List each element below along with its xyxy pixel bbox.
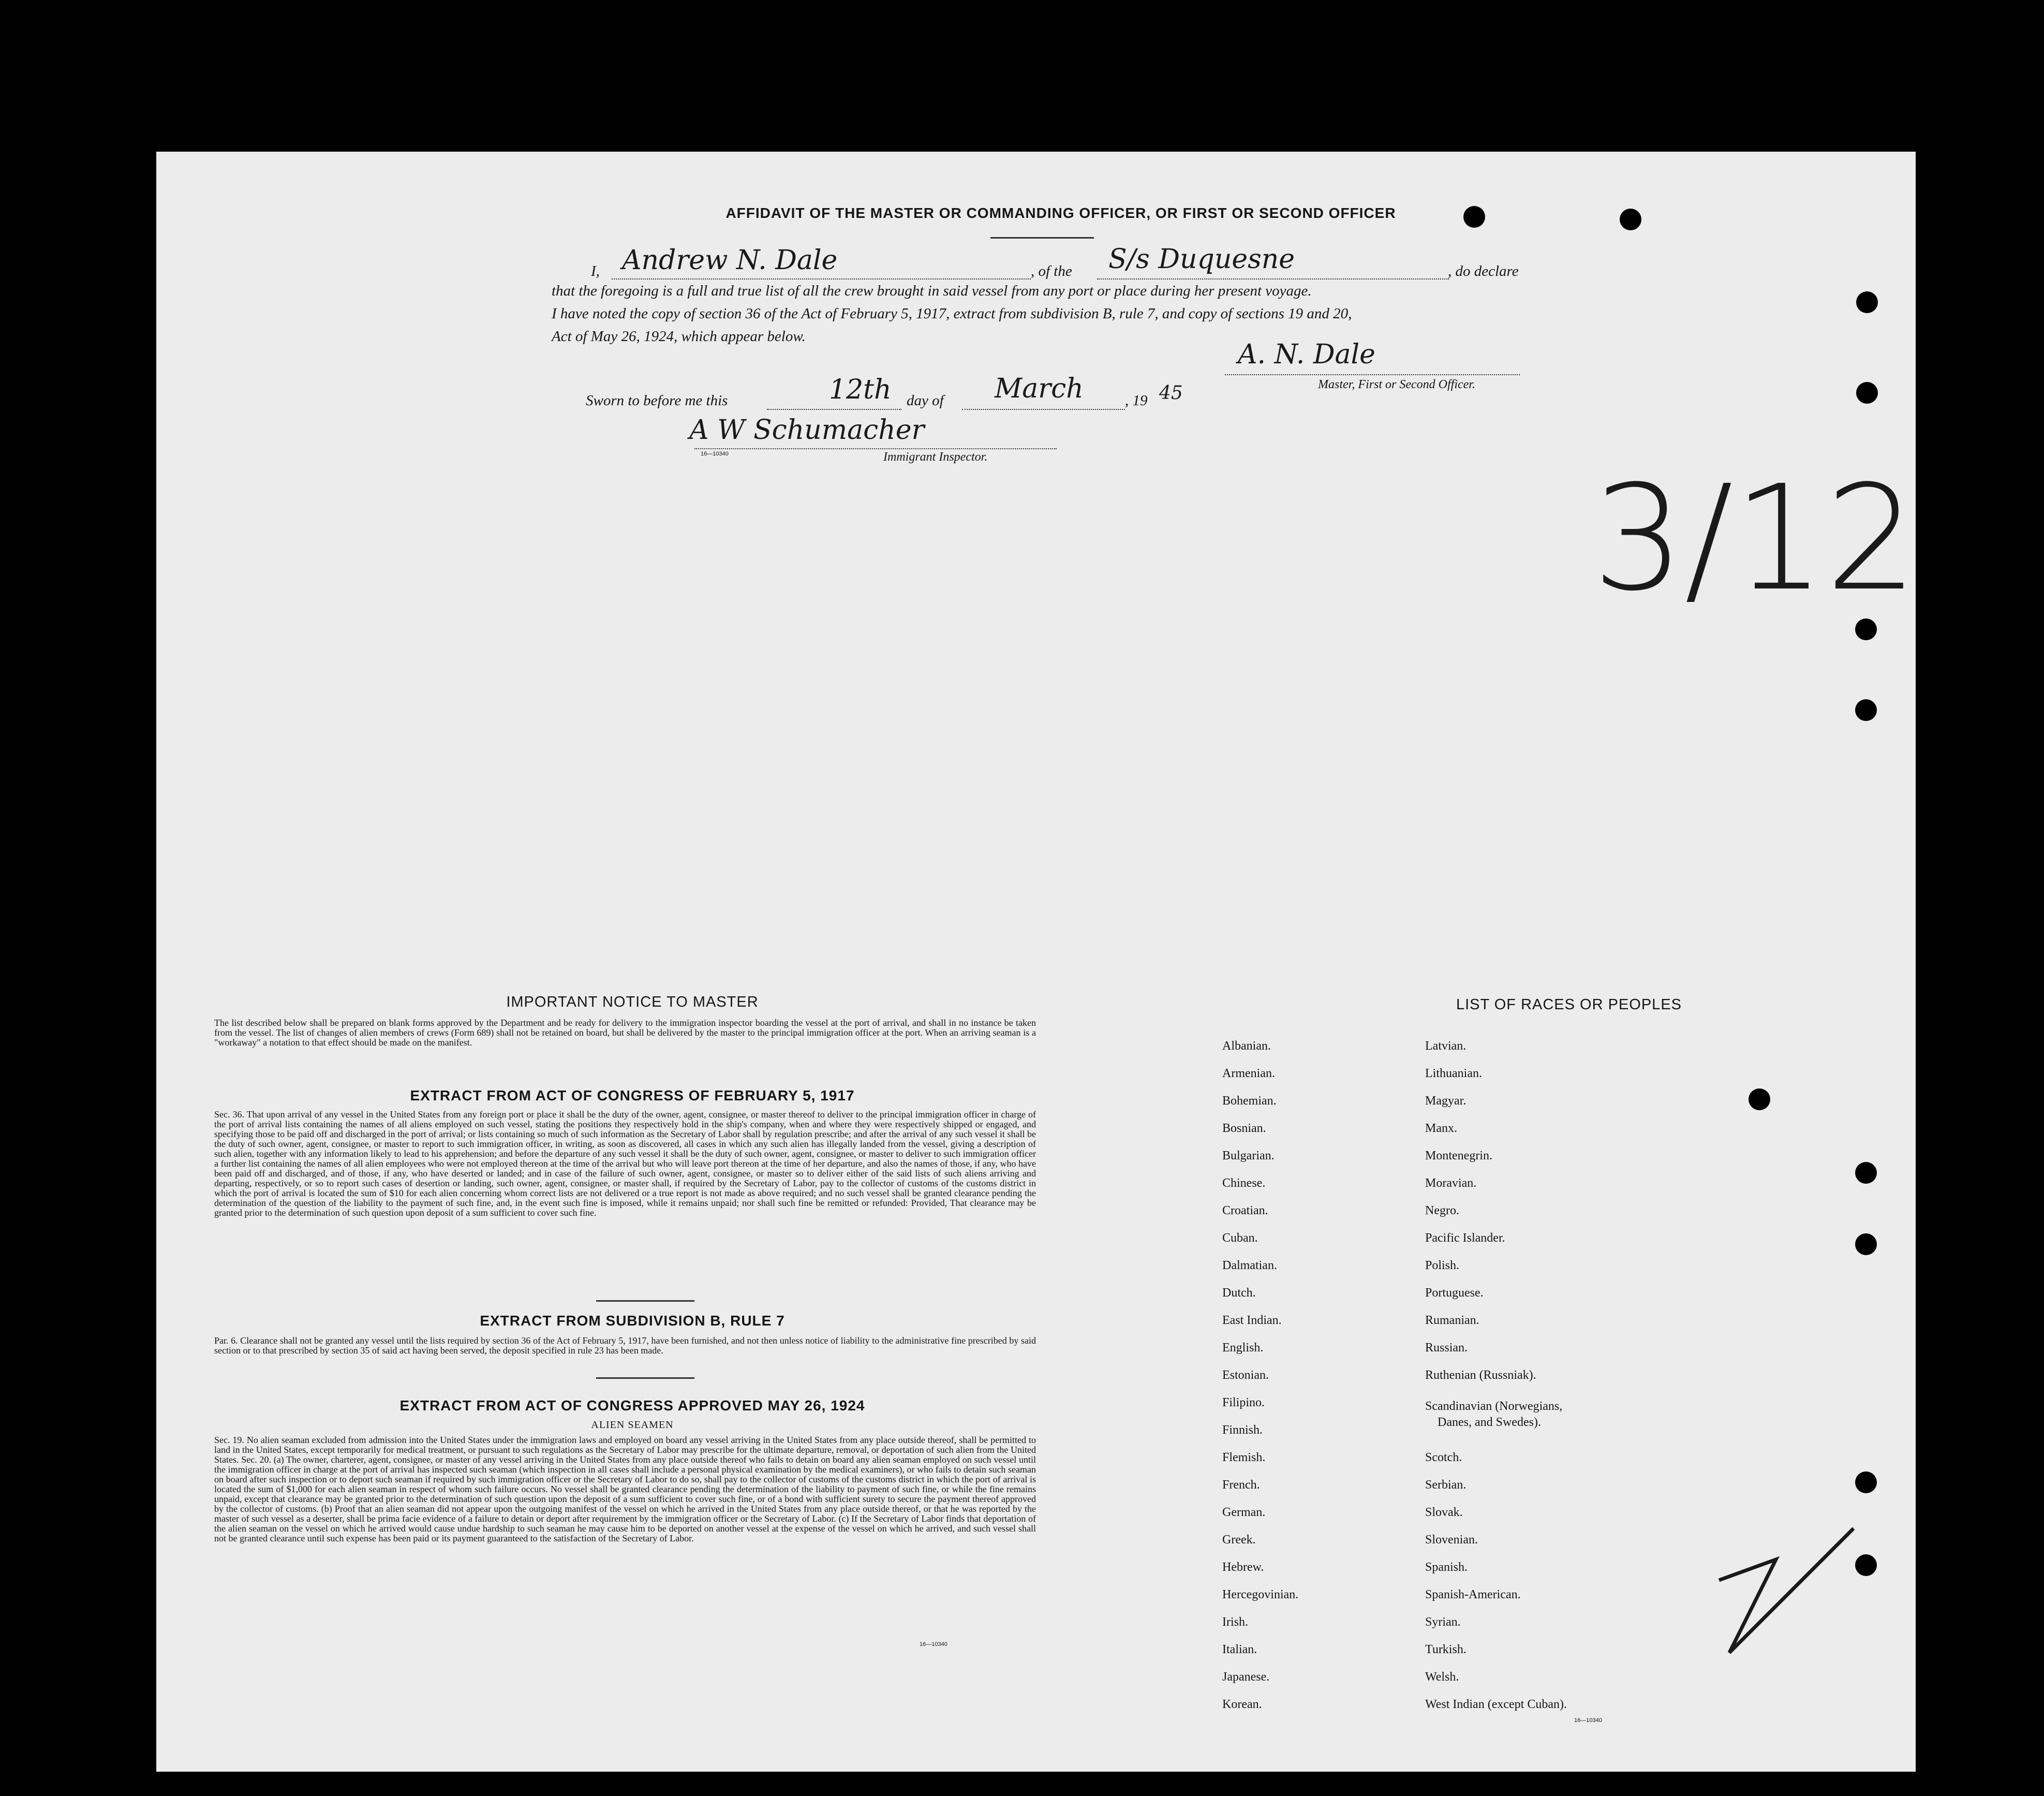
race-left: Japanese. (1222, 1670, 1270, 1684)
form-number: 16—10340 (920, 1641, 947, 1647)
form-number: 16—10340 (1574, 1717, 1602, 1724)
day-of-text: day of (907, 392, 944, 409)
extract2-text: Par. 6. Clearance shall not be granted any vessel until the lists required by section 36 of the Act of February 5, 1917, have been furnished, and not then unless notice of liability to the administrative fine prescribed by said section or to that prescribed by section 35 of said act having been served, the deposit specified in rule 23 has been made. (214, 1335, 1036, 1356)
vessel-field-line (1097, 278, 1449, 279)
race-left: Greek. (1222, 1533, 1256, 1547)
race-right: Danes, and Swedes). (1438, 1416, 1541, 1429)
document-page (156, 152, 1916, 1772)
race-right: West Indian (except Cuban). (1425, 1698, 1567, 1711)
form-number: 16—10340 (701, 451, 729, 457)
inspector-label: Immigrant Inspector. (883, 450, 988, 464)
sworn-text: Sworn to before me this (586, 392, 728, 409)
notice-title: IMPORTANT NOTICE TO MASTER (506, 994, 759, 1010)
race-right: Welsh. (1425, 1670, 1459, 1684)
signature-label: Master, First or Second Officer. (1318, 378, 1475, 391)
race-right: Russian. (1425, 1341, 1468, 1355)
handwritten-vessel: S/s Duquesne (1108, 244, 1295, 275)
divider (596, 1377, 694, 1379)
race-left: Bosnian. (1222, 1122, 1266, 1135)
race-right: Polish. (1425, 1259, 1460, 1272)
race-left: Korean. (1222, 1698, 1262, 1711)
race-left: Bohemian. (1222, 1094, 1277, 1108)
race-right: Scotch. (1425, 1451, 1462, 1464)
races-title: LIST OF RACES OR PEOPLES (1456, 996, 1682, 1013)
race-left: Croatian. (1222, 1204, 1268, 1217)
race-left: Cuban. (1222, 1231, 1258, 1245)
race-left: Dutch. (1222, 1286, 1256, 1300)
race-right: Manx. (1425, 1122, 1457, 1135)
extract2-title: EXTRACT FROM SUBDIVISION B, RULE 7 (480, 1313, 785, 1329)
race-left: Hercegovinian. (1222, 1588, 1299, 1601)
race-left: German. (1222, 1506, 1266, 1519)
race-right: Syrian. (1425, 1615, 1461, 1629)
year-prefix: , 19 (1125, 392, 1148, 409)
race-right: Slovenian. (1425, 1533, 1478, 1547)
day-field-line (767, 409, 901, 410)
name-field-line (612, 278, 1031, 279)
race-left: Flemish. (1222, 1451, 1266, 1464)
race-left: Dalmatian. (1222, 1259, 1277, 1272)
notice-text: The list described below shall be prepared on blank forms approved by the Department and be ready for delivery to the immigration inspector boarding the vessel at the port of arrival, and shall in no instance be taken from the vessel. The list of changes of alien members of crews (Form 689) shall not be retained on board, but shall be delivered by the master to the principal immigration officer at the port. When an arriving seaman is a "workaway" a notation to that effect should be made on the manifest. (214, 1018, 1036, 1048)
extract3-text: Sec. 19. No alien seaman excluded from admission into the United States under the immigration laws and employed on board any vessel arriving in the United States from any place outside thereof, shall be permitted to land in the United States, except temporarily for medical treatment, or pursuant to such regulations as the Secretary of Labor may prescribe for the ultimate departure, removal, or deportation of such alien from the United States. Sec. 20. (a) The owner, charterer, agent, consignee, or master of any vessel arriving in the United States from any place outside thereof who fails to detain on board any alien seaman employed on such vessel until the immigration officer in charge at the port of arrival has inspected such seaman (which inspection in all cases shall include a personal physical examination by the medical examiners), or who fails to detain such seaman on board after such inspection or to deport such seaman if required by such immigration officer or the Secretary of Labor to do so, shall pay to the collector of customs of the customs district in which the port of arrival is located the sum of $1,000 for each alien seaman in respect of whom such failure occurs. No vessel shall be granted clearance pending the determination of the liability to payment of such fine, or while the fine remains unpaid, except that clearance may be granted prior to the determination of such question upon the deposit of a sum sufficient to cover such fine, or of a bond with sufficient surety to secure the payment thereof approved by the collector of customs. (b) Proof that an alien seaman did not appear upon the outgoing manifest of the vessel on which he arrived in the United States from any place outside thereof, or that he was reported by the master of such vessel as a deserter, shall be prima facie evidence of a failure to detain or deport after requirement by the immigration officer or the Secretary of Labor. (c) If the Secretary of Labor finds that deportation of the alien seaman on the vessel on which he arrived would cause undue hardship to such seaman he may cause him to be deported on another vessel at the expense of the vessel on which he arrived, and such vessel shall not be granted clearance until such expense has been paid or its payment guaranteed to the satisfaction of the Secretary of Labor. (214, 1435, 1036, 1543)
race-left: Albanian. (1222, 1039, 1271, 1053)
race-right: Scandinavian (Norwegians, (1425, 1400, 1563, 1413)
race-right: Pacific Islander. (1425, 1231, 1505, 1245)
race-left: East Indian. (1222, 1314, 1282, 1327)
punch-hole (1855, 1471, 1877, 1493)
affidavit-title: AFFIDAVIT OF THE MASTER OR COMMANDING OFFICER, OR FIRST OR SECOND OFFICER (725, 205, 1396, 221)
handwritten-name: Andrew N. Dale (622, 245, 838, 276)
inspector-line (694, 448, 1057, 449)
race-right: Slovak. (1425, 1506, 1463, 1519)
race-left: Estonian. (1222, 1368, 1269, 1382)
affidavit-body-line2: I have noted the copy of section 36 of the Act of February 5, 1917, extract from subdivision B, rule 7, and copy of sections 19 and 20, (552, 305, 1352, 322)
month-field-line (962, 409, 1125, 410)
race-right: Latvian. (1425, 1039, 1467, 1053)
affidavit-body-line1: that the foregoing is a full and true list of all the crew brought in said vessel from any port or place during her present voyage. (552, 283, 1312, 299)
race-left: Chinese. (1222, 1176, 1266, 1190)
signature-line (1225, 374, 1520, 375)
race-right: Portuguese. (1425, 1286, 1484, 1300)
affidavit-body-line3: Act of May 26, 1924, which appear below. (552, 328, 806, 345)
handwritten-year: 45 (1159, 382, 1183, 404)
race-left: French. (1222, 1478, 1260, 1492)
handwritten-month: March (995, 373, 1084, 404)
punch-hole (1620, 209, 1641, 230)
punch-hole (1855, 1233, 1877, 1255)
race-right: Spanish. (1425, 1561, 1468, 1574)
extract3-title: EXTRACT FROM ACT OF CONGRESS APPROVED MAY 26, 1924 (399, 1397, 865, 1414)
margin-note: 3/12 (1592, 454, 1918, 623)
race-left: Finnish. (1222, 1423, 1263, 1437)
race-right: Serbian. (1425, 1478, 1467, 1492)
divider (990, 237, 1094, 239)
affidavit-do-declare: , do declare (1448, 263, 1519, 279)
race-left: English. (1222, 1341, 1264, 1355)
race-right: Rumanian. (1425, 1314, 1479, 1327)
handwritten-signature: A. N. Dale (1238, 339, 1375, 370)
race-right: Lithuanian. (1425, 1067, 1482, 1080)
race-right: Turkish. (1425, 1643, 1467, 1656)
punch-hole (1855, 699, 1877, 721)
punch-hole (1856, 382, 1878, 404)
race-left: Irish. (1222, 1615, 1248, 1629)
extract1-title: EXTRACT FROM ACT OF CONGRESS OF FEBRUARY 5, 1917 (410, 1087, 855, 1103)
punch-hole (1749, 1088, 1770, 1110)
punch-hole (1855, 1162, 1877, 1184)
race-right: Ruthenian (Russniak). (1425, 1368, 1536, 1382)
race-right: Montenegrin. (1425, 1149, 1492, 1162)
punch-hole (1856, 291, 1878, 313)
handwritten-day: 12th (829, 374, 892, 405)
extract3-subtitle: ALIEN SEAMEN (591, 1419, 674, 1431)
divider (596, 1300, 694, 1302)
race-left: Bulgarian. (1222, 1149, 1275, 1162)
race-right: Spanish-American. (1425, 1588, 1521, 1601)
race-right: Negro. (1425, 1204, 1459, 1217)
affidavit-of-the: , of the (1031, 263, 1072, 279)
punch-hole (1463, 206, 1485, 228)
affidavit-i: I, (591, 263, 600, 279)
race-left: Italian. (1222, 1643, 1257, 1656)
extract1-text: Sec. 36. That upon arrival of any vessel in the United States from any foreign port or place it shall be the duty of the owner, agent, consignee, or master thereof to deliver to the principal immigration officer in charge of the port of arrival lists containing the names of all aliens employed on such vessel, stating the positions they respectively hold in the ship's company, when and where they were respectively shipped or engaged, and specifying those to be paid off and discharged in the port of arrival; or lists containing so much of such information as the Secretary of Labor shall by regulation prescribe; and after the arrival of any such vessel it shall be the duty of such owner, agent, consignee, or master to report to such immigration officer, in writing, as soon as discovered, all cases in which any such alien has illegally landed from the vessel, giving a description of such alien, together with any information likely to lead to his apprehension; and before the departure of any such vessel it shall be the duty of such owner, agent, consignee, or master to deliver to such immigration officer a further list containing the names of all alien employees who were not employed thereon at the time of the arrival but who will leave port thereon at the time of her departure, and also the names of those, if any, who have been paid off and discharged, and of those, if any, who have deserted or landed; and in case of the failure of such owner, agent, consignee, or master so to deliver either of the said lists of such aliens arriving and departing, respectively, or so to report such cases of desertion or landing, such owner, agent, consignee, or master shall, if required by the Secretary of Labor, pay to the collector of customs of the customs district in which the port of arrival is located the sum of $10 for each alien concerning whom correct lists are not delivered or a true report is not made as above required; and no such vessel shall be granted clearance pending the determination of the question of the liability to the payment of such fine, and, in the event such fine is imposed, while it remains unpaid; nor shall such fine be remitted or refunded: Provided, That clearance may be granted prior to the determination of such question upon deposit of a sum sufficient to cover such fine. (214, 1109, 1036, 1218)
check-mark (1709, 1497, 1864, 1663)
race-right: Magyar. (1425, 1094, 1467, 1108)
race-right: Moravian. (1425, 1176, 1477, 1190)
race-left: Hebrew. (1222, 1561, 1264, 1574)
race-left: Armenian. (1222, 1067, 1275, 1080)
race-left: Filipino. (1222, 1396, 1265, 1409)
handwritten-inspector: A W Schumacher (689, 415, 925, 446)
